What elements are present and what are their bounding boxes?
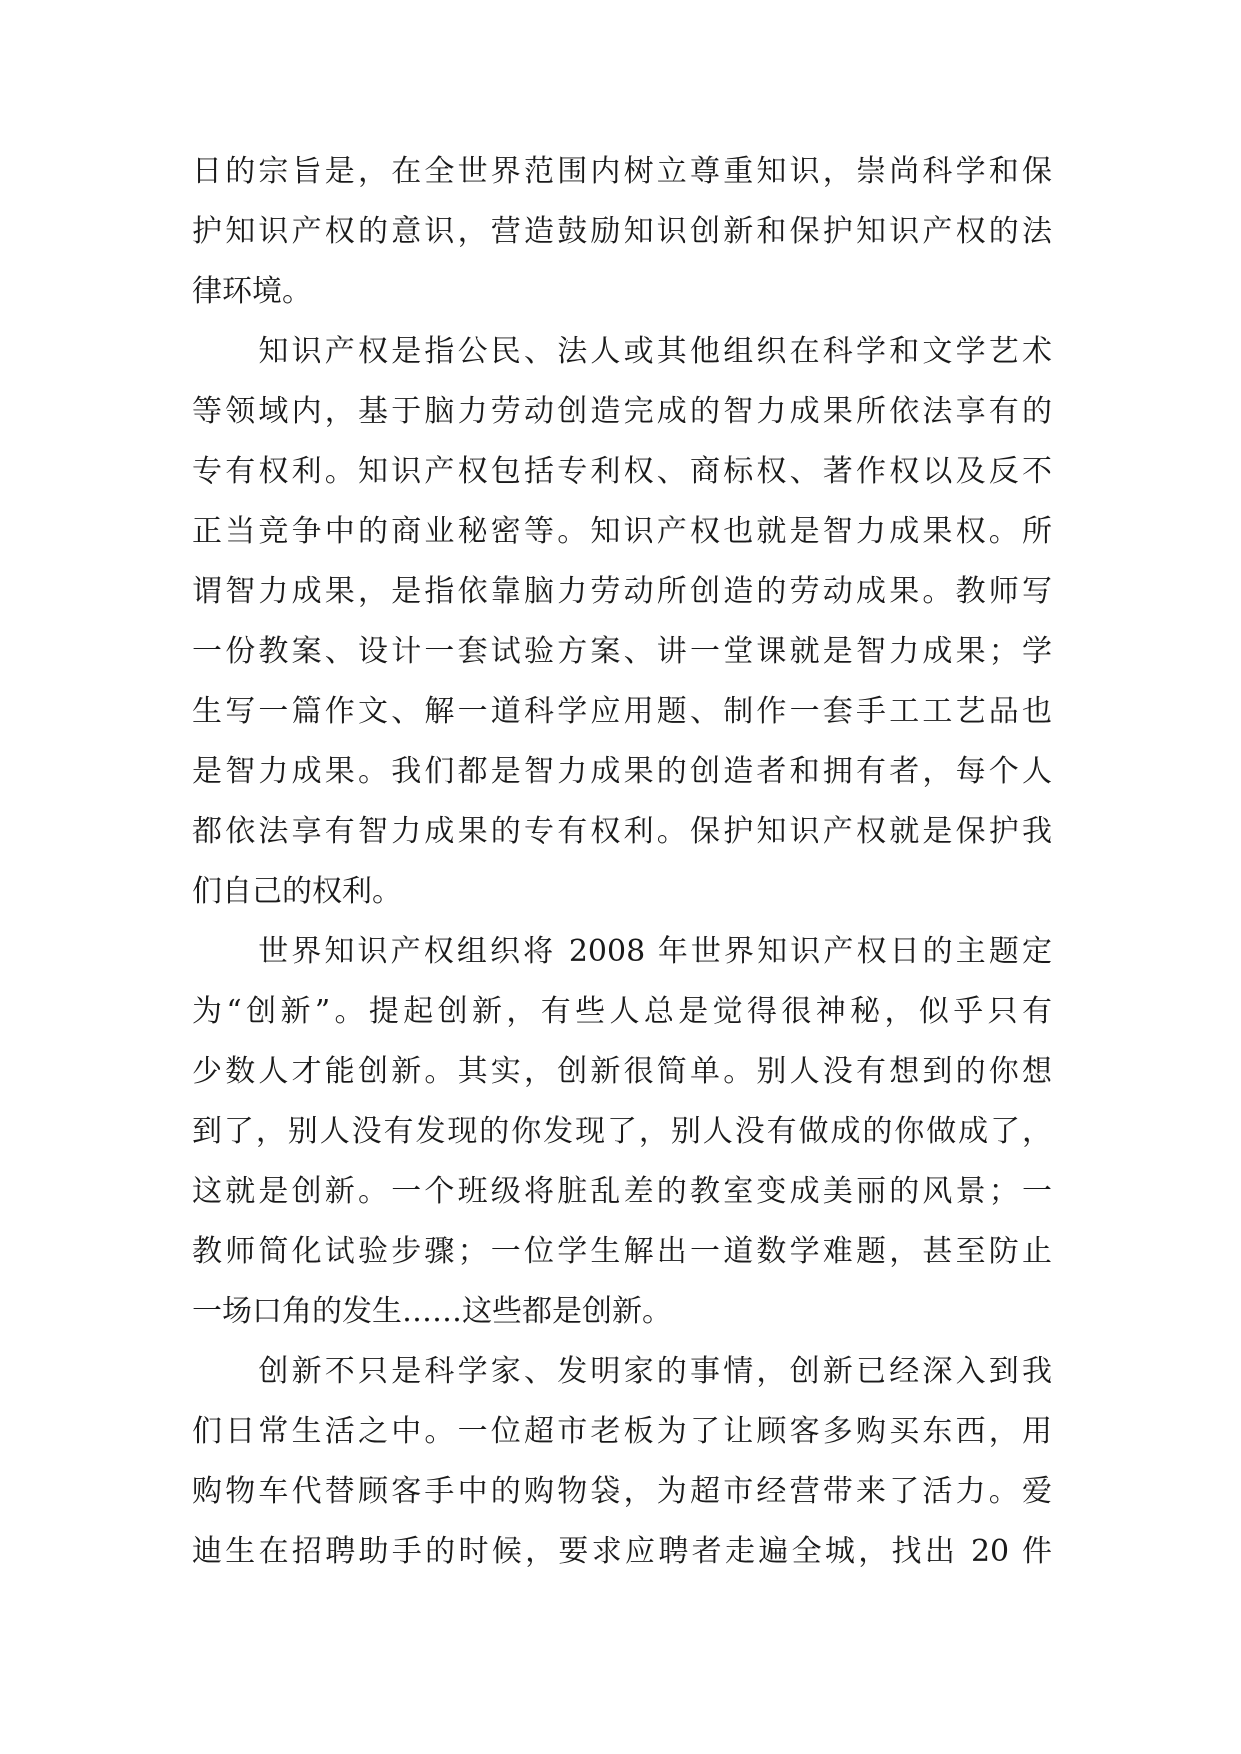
text-line: 是智力成果。我们都是智力成果的创造者和拥有者，每个人 <box>192 754 1052 789</box>
text-line: 们自己的权利。 <box>192 874 402 909</box>
text-line: 专有权利。知识产权包括专利权、商标权、著作权以及反不 <box>192 454 1052 489</box>
text-line: 知识产权是指公民、法人或其他组织在科学和文学艺术 <box>192 334 1052 369</box>
text-line: 迪生在招聘助手的时候，要求应聘者走遍全城，找出 20 件 <box>192 1534 1052 1569</box>
text-line: 创新不只是科学家、发明家的事情，创新已经深入到我 <box>192 1354 1052 1389</box>
text-line: 这就是创新。一个班级将脏乱差的教室变成美丽的风景；一 <box>192 1174 1052 1209</box>
text-line: 为“创新”。提起创新，有些人总是觉得很神秘，似乎只有 <box>192 994 1052 1029</box>
text-line: 都依法享有智力成果的专有权利。保护知识产权就是保护我 <box>192 814 1052 849</box>
text-line: 日的宗旨是，在全世界范围内树立尊重知识，崇尚科学和保 <box>192 154 1052 189</box>
text-line: 律环境。 <box>192 274 312 309</box>
text-line: 正当竞争中的商业秘密等。知识产权也就是智力成果权。所 <box>192 514 1052 549</box>
text-line: 一份教案、设计一套试验方案、讲一堂课就是智力成果；学 <box>192 634 1052 669</box>
text-line: 谓智力成果，是指依靠脑力劳动所创造的劳动成果。教师写 <box>192 574 1052 609</box>
text-line: 等领域内，基于脑力劳动创造完成的智力成果所依法享有的 <box>192 394 1052 429</box>
text-line: 到了，别人没有发现的你发现了，别人没有做成的你做成了， <box>192 1114 1052 1149</box>
text-line: 教师简化试验步骤；一位学生解出一道数学难题，甚至防止 <box>192 1234 1052 1269</box>
text-line: 生写一篇作文、解一道科学应用题、制作一套手工工艺品也 <box>192 694 1052 729</box>
text-line: 购物车代替顾客手中的购物袋，为超市经营带来了活力。爱 <box>192 1474 1052 1509</box>
text-line: 们日常生活之中。一位超市老板为了让顾客多购买东西，用 <box>192 1414 1052 1449</box>
text-line: 一场口角的发生……这些都是创新。 <box>192 1294 672 1329</box>
text-line: 少数人才能创新。其实，创新很简单。别人没有想到的你想 <box>192 1054 1052 1089</box>
text-line: 护知识产权的意识，营造鼓励知识创新和保护知识产权的法 <box>192 214 1052 249</box>
text-line: 世界知识产权组织将 2008 年世界知识产权日的主题定 <box>192 934 1052 969</box>
